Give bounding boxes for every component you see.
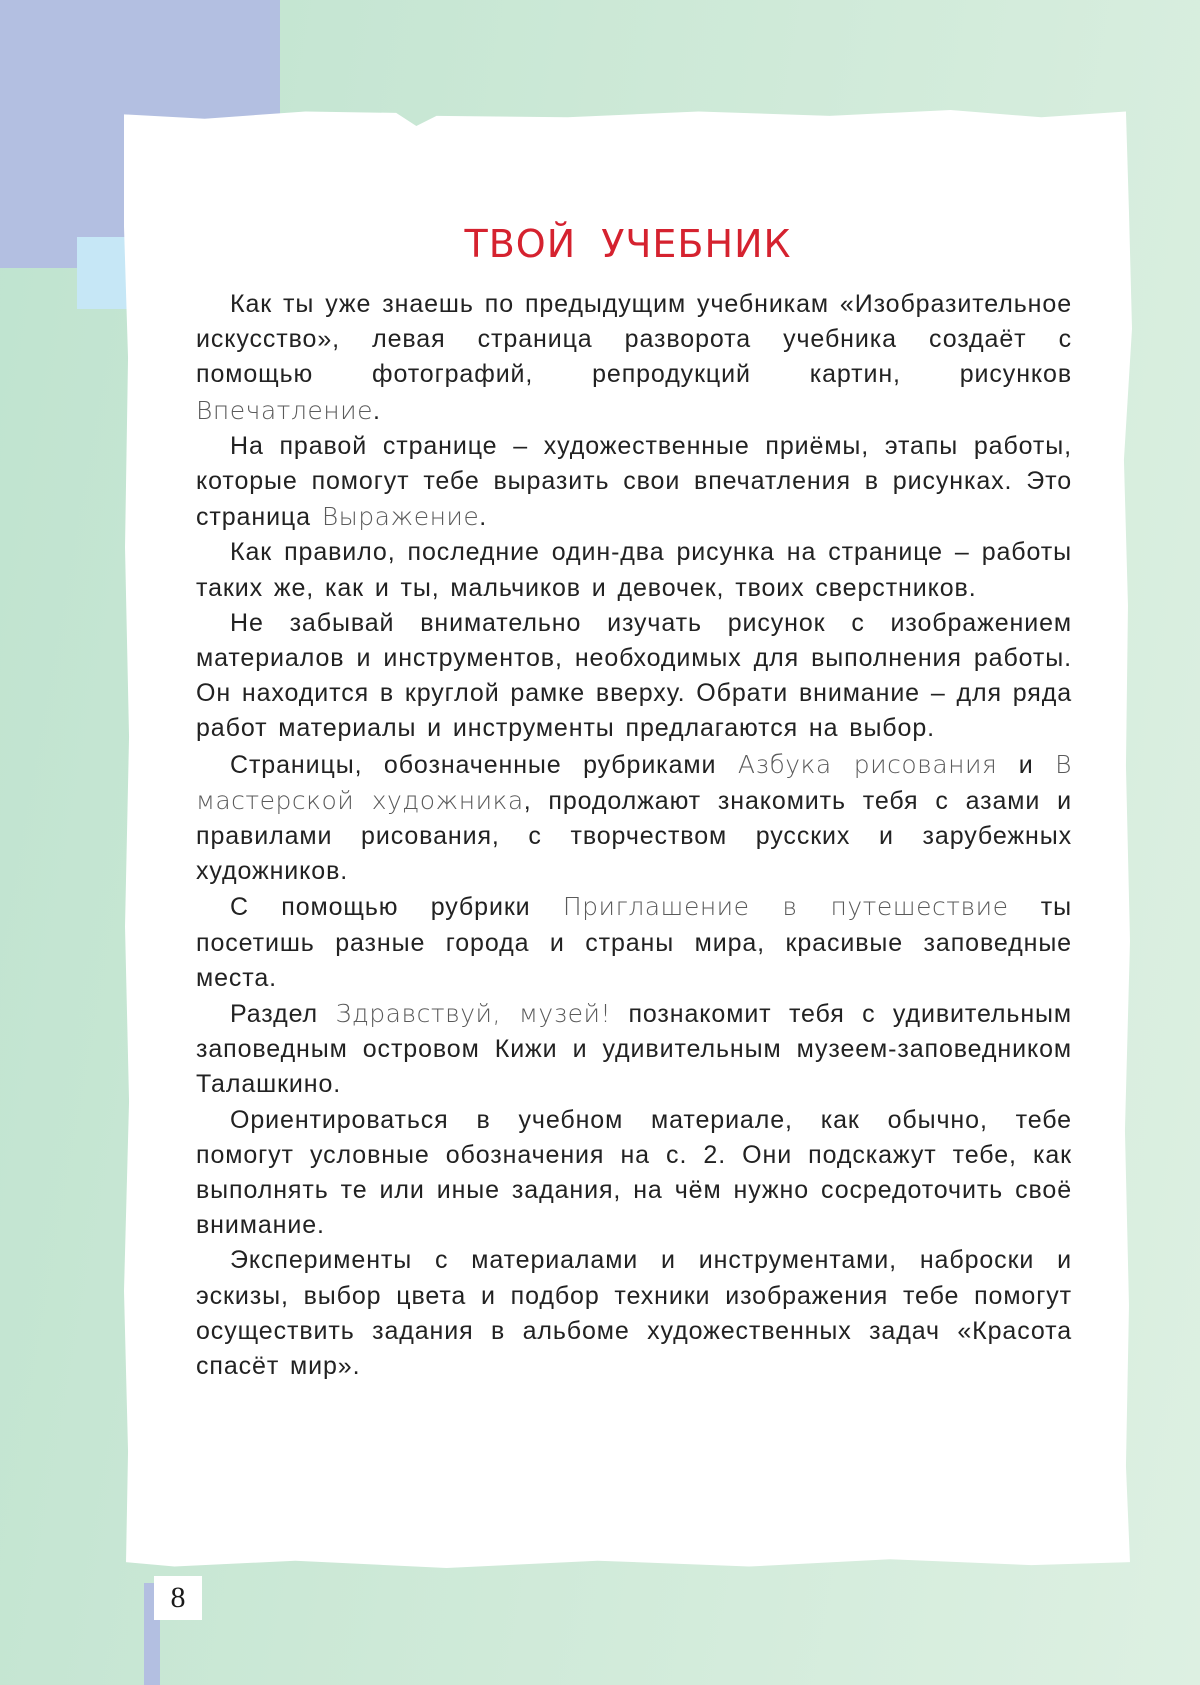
rubric-name: Здравствуй, музей!: [335, 999, 612, 1029]
paragraph: [196, 429, 1072, 536]
paragraph-text: , продолжают знакомить тебя с азами и правилами рисования, с творчеством русских и зарубежных художников.: [196, 786, 1072, 886]
paragraph-text: .: [372, 396, 381, 425]
paragraph: [196, 287, 1072, 429]
rubric-name: Приглашение в путешествие: [562, 892, 1009, 922]
paragraph-text: Эксперименты с материалами и инструментами, наброски и эскизы, выбор цвета и подбор техники изображения тебе помогут осуществить задания в альбоме художественных задач «Красота спасёт мир».: [196, 1246, 1072, 1381]
paragraph-text: .: [479, 503, 488, 532]
paragraph-text: и: [997, 750, 1056, 779]
paragraph: [196, 606, 1072, 747]
paragraph-text: Не забывай внимательно изучать рисунок с изображением материалов и инструментов, необходимых для выполнения работы. Он находится в круглой рамке вверху. Обрати внимание – для ряда работ материалы и инструменты предлагаются на выбор.: [196, 608, 1072, 743]
paragraph-text: Страницы, обозначенные рубриками: [230, 750, 738, 779]
paragraph: [196, 889, 1072, 996]
rubric-name: Выражение: [321, 502, 480, 532]
paragraph-text: Ориентироваться в учебном материале, как обычно, тебе помогут условные обозначения на с. 2. Они подскажут тебе, как выполнять те или иные задания, на чём нужно сосредоточить своё внимание.: [196, 1105, 1072, 1240]
paragraph: [196, 996, 1072, 1103]
rubric-name: Азбука рисования: [737, 749, 998, 779]
page-title: ТВОЙ УЧЕБНИК: [464, 222, 792, 266]
paragraph-text: На правой странице – художественные приёмы, этапы работы, которые помогут тебе выразить свои впечатления в рисунках. Это страница: [196, 431, 1072, 532]
page-number: 8: [154, 1576, 202, 1620]
paragraph: [196, 747, 1072, 890]
paragraph: [196, 1243, 1072, 1384]
rubric-name: В мастерской художника: [196, 749, 1072, 815]
paragraph-text: Как правило, последние один-два рисунка на странице – работы таких же, как и ты, мальчиков и девочек, твоих сверстников.: [196, 538, 1072, 602]
paragraph-text: С помощью рубрики: [230, 893, 563, 922]
paragraph-text: Как ты уже знаешь по предыдущим учебникам «Изобразительное искусство», левая страница разворота учебника создаёт с помощью фотографий, репродукций картин, рисунков: [196, 290, 1072, 389]
paragraph-text: ты посетишь разные города и страны мира, красивые заповедные места.: [196, 893, 1072, 992]
paragraph: [196, 535, 1072, 605]
rubric-name: Впечатление: [196, 395, 373, 425]
paragraph-text: познакомит тебя с удивительным заповедным островом Кижи и удивительным музеем-заповедником Талашкино.: [196, 1000, 1072, 1099]
paragraph-text: Раздел: [230, 1000, 336, 1029]
paragraph: [196, 1103, 1072, 1244]
body-text: [196, 287, 1072, 1384]
